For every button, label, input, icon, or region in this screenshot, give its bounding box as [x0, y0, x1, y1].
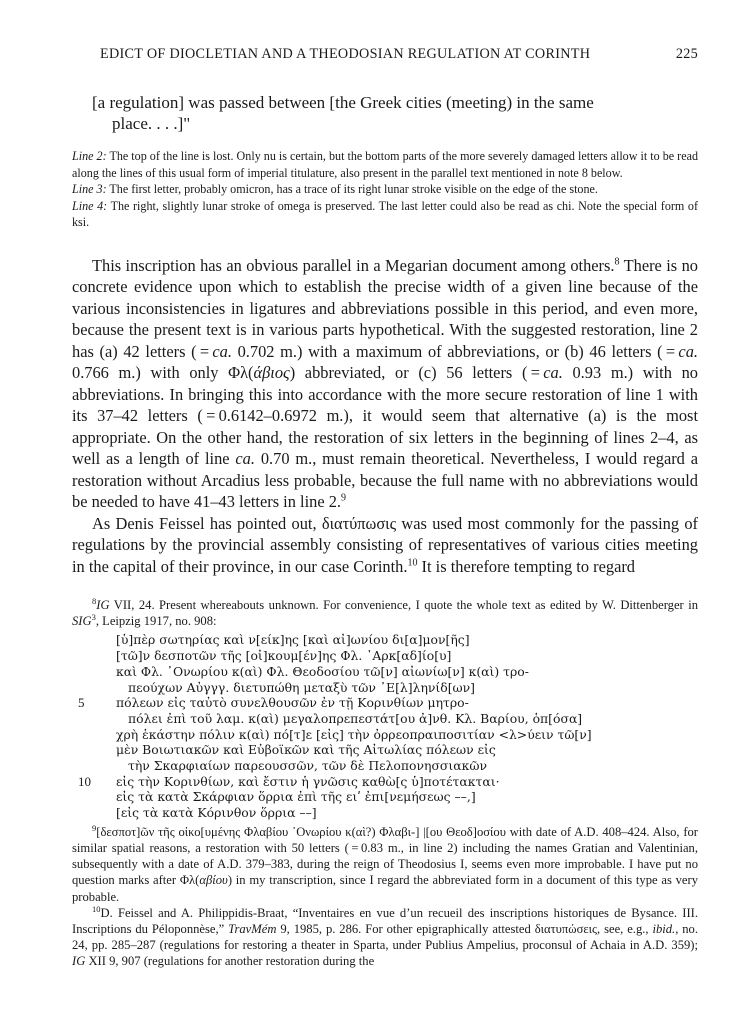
text-run: was used most commonly for the passing of regulations by the provincial assembly consisting of representatives of various cities meeting in the capital of their province, in our case Corinth.	[72, 513, 698, 576]
text-run: 0.702 m.) with a maximum of abbreviations, or (b) 46 letters ( =	[231, 341, 679, 361]
text-run: VII, 24. Present whereabouts unknown. For convenience, I quote the whole text as edited by W. Dittenberger in	[109, 598, 698, 612]
text-run: IG	[72, 954, 86, 969]
quote-line-2: place. . . .]"	[112, 114, 191, 133]
inscription-line-text: χρὴ ἑκάστην πόλιν κ(αὶ) πό[τ]ε [εἰς] τὴν ὀρρεοπραιποσιτίαν <λ>ύειν τῶ[ν]	[116, 726, 592, 742]
footnote-ref-9[interactable]: 9	[341, 492, 346, 504]
line-note-label: Line 4:	[72, 198, 108, 213]
inscription-line	[100, 742, 698, 758]
text-run: D. Feissel and A. Philippidis-Braat, “Inventaires en vue d’un recueil des inscriptions historiques de Bysance. III. Inscriptions du Péloponnèse,”	[72, 905, 698, 937]
text-run: SIG	[72, 614, 92, 629]
inscription-line-text: [τῶ]ν δεσποτῶν τῆς [οἰ]κουμ[έν]ης Φλ. ᾽Αρκ[αδ]ίο[υ]	[116, 648, 452, 664]
line-note-text: The top of the line is lost. Only nu is certain, but the bottom parts of the more severely damaged letters allow it to be read along the lines of this usual form of imperial titulature, also present in the parallel text mentioned in note 8 below.	[72, 149, 698, 180]
text-run: ca.	[235, 449, 255, 468]
text-run: 0.70 m., must remain theoretical. Nevertheless, I would regard a restoration without Arcadius less probable, because the full name with no abbreviations would be needed to have 41–43 letters in line 2.	[72, 449, 698, 511]
inscription-line	[100, 758, 698, 774]
line-note-label: Line 3:	[72, 182, 107, 196]
inscription-line-text: πεούχων Αὐγγγ. διετυπώθη μεταξὺ τῶν ᾿Ε[λ]ληνίδ[ων]	[128, 679, 476, 695]
inscription-line-text: καὶ Φλ. ᾿Ονωρίου κ(αὶ) Φλ. Θεοδοσίου τῶ[ν] αἰωνίω[ν] κ(αὶ) τρο-	[116, 663, 529, 679]
inscription-line	[100, 632, 698, 648]
text-run: , see, e.g.,	[597, 922, 653, 937]
inscription-line	[100, 805, 698, 821]
text-run: with date of A.D. 408–424. Also, for similar spatial reasons, a restoration with 50 letters ( = 0.83 m., in line 2) including the names Gratian and Valentinian, subsequently with a date of A.D. 379–383, during the reign of Theodosius I, seems even more improbable. I have put no question marks after Φλ(	[72, 824, 699, 888]
inscription-line-text: μὲν Βοιωτιακῶν καὶ Εὐβοϊκῶν καὶ τῆς Αἰτωλίας πόλεων εἰς	[116, 742, 496, 758]
inscription-line-number: 10	[78, 773, 91, 789]
inscription-line-text: πόλεων εἰς ταὐτὸ συνελθουσῶν ἐν τῇ Κορινθίων μητρο-	[116, 695, 469, 711]
text-run: ) in my transcription, since I regard the abbreviated form in a document of this type as very probable.	[72, 873, 698, 904]
inscription-line-text: εἰς τὰ κατὰ Σκάρφιαν ὅρρια ἐπὶ τῆς ειʹ ἐπι[νεμήσεως ––,]	[116, 789, 476, 805]
translation-quote	[92, 92, 652, 134]
text-run: This inscription has an obvious parallel in a Megarian document among others.	[92, 255, 615, 275]
line-note-4	[72, 198, 698, 231]
inscription-line	[100, 648, 698, 664]
inscription-line	[78, 773, 698, 790]
greek-term: αβίου	[199, 873, 228, 888]
greek-term: διατύπωσις	[321, 513, 397, 533]
body-paragraph-2	[72, 513, 698, 578]
inscription-line-text: τὴν Σκαρφιαίων παρεουσσῶν, τῶν δὲ Πελοπονησσιακῶν	[128, 758, 487, 774]
body-paragraph-1	[72, 255, 698, 513]
footnote-number: 10	[92, 903, 101, 914]
text-run: IG	[96, 598, 110, 612]
running-title: EDICT OF DIOCLETIAN AND A THEODOSIAN REGULATION AT CORINTH	[100, 46, 591, 62]
greek-term: διατυπώσεις	[534, 922, 598, 937]
footnote-ref-10[interactable]: 10	[407, 557, 418, 569]
footnote-number: 9	[92, 822, 97, 833]
line-notes	[72, 148, 698, 231]
text-run: ibid.	[652, 922, 676, 937]
inscription-line	[78, 695, 698, 711]
inscription-line	[100, 711, 698, 727]
inscription-line	[100, 664, 698, 680]
inscription-line-text: πόλει ἐπὶ τοῦ λαμ. κ(αὶ) μεγαλοπρεπεστάτ[ου ἀ]νθ. Κλ. Βαρίου, ὁπ[όσα]	[128, 710, 583, 726]
text-run: , no. 24, pp. 285–287 (regulations for restoring a theater in Sparta, under Publius Ampelius, proconsul of Achaia in A.D. 359);	[72, 922, 698, 953]
greek-term: άβιος	[253, 363, 290, 382]
line-note-label: Line 2:	[72, 149, 107, 163]
text-run: , Leipzig 1917, no. 908:	[95, 614, 217, 629]
inscription-line-text: [εἰς τὰ κατὰ Κόρινθον ὅρρια ––]	[116, 805, 317, 821]
footnote-10	[72, 905, 698, 970]
footnote-number: 8	[92, 595, 97, 606]
text-run: There is no concrete evidence upon which to establish the precise width of a given line because of the various inconsistencies in ligatures and abbreviations possible in this period, and even more, because the present text is in various parts hypothetical. With the suggested restoration, line 2 has (a) 42 letters ( =	[72, 255, 698, 361]
text-run: 0.93 m.) with no abbreviations. In bringing this into accordance with the more secure restoration of line 1 with its 37–42 letters ( = 0.6142–0.6972 m.), it would seem that alternative (a) is the most appropriate. On the other hand, the restoration of six letters in the beginning of lines 2–4, as well as a length of line	[72, 363, 698, 468]
text-run: ) abbreviated, or (c) 56 letters ( =	[289, 363, 544, 382]
text-run: As Denis Feissel has pointed out,	[92, 513, 322, 533]
inscription-line	[100, 727, 698, 743]
text-run: 0.766 m.) with only Φλ(	[72, 363, 254, 382]
line-note-text: The right, slightly lunar stroke of omega is preserved. The last letter could also be read as chi. Note the special form of ksi.	[72, 198, 699, 229]
text-run: XII 9, 907 (regulations for another restoration during the	[85, 954, 375, 969]
line-note-3	[72, 181, 698, 198]
inscription-line-number: 5	[78, 695, 85, 711]
line-note-2	[72, 148, 698, 181]
body-text	[72, 255, 698, 578]
text-run: ca.	[212, 341, 232, 361]
text-run: ca.	[678, 341, 698, 361]
page	[72, 46, 698, 970]
edition-superscript: 3	[91, 612, 96, 623]
footnote-9	[72, 824, 698, 905]
text-run: TravMém	[228, 922, 277, 937]
text-run: 9, 1985, p. 286. For other epigraphically attested	[276, 922, 535, 937]
quote-line-1: [a regulation] was passed between [the Greek cities (meeting) in the same	[92, 93, 594, 112]
inscription-line	[100, 680, 698, 696]
footnote-8	[72, 597, 698, 629]
line-note-text: The first letter, probably omicron, has a trace of its right lunar stroke visible on the edge of the stone.	[109, 182, 598, 196]
inscription-line-text: εἰς τὴν Κορινθίων, καὶ ἔστιν ἡ γνῶσις καθὼ[ς ὑ]ποτέτακται·	[116, 773, 500, 789]
inscription-text	[78, 632, 698, 821]
text-run: It is therefore tempting to regard	[417, 556, 636, 576]
text-run: ca.	[543, 363, 563, 382]
footnotes	[72, 597, 698, 970]
inscription-line	[100, 789, 698, 805]
footnote-ref-8[interactable]: 8	[614, 256, 620, 268]
greek-term: [δεσποτ]ῶν τῆς οἰκο[υμένης Φλαβίου ᾿Ονωρίου κ(αὶ?) Φλαβι-] |[ου Θεοδ]οσίου	[96, 824, 506, 839]
page-number: 225	[675, 46, 698, 62]
inscription-line-text: [ὑ]πὲρ σωτηρίας καὶ ν[είκ]ης [καὶ αἰ]ωνίου δι[α]μον[ῆς]	[116, 632, 470, 648]
running-header	[72, 46, 698, 66]
